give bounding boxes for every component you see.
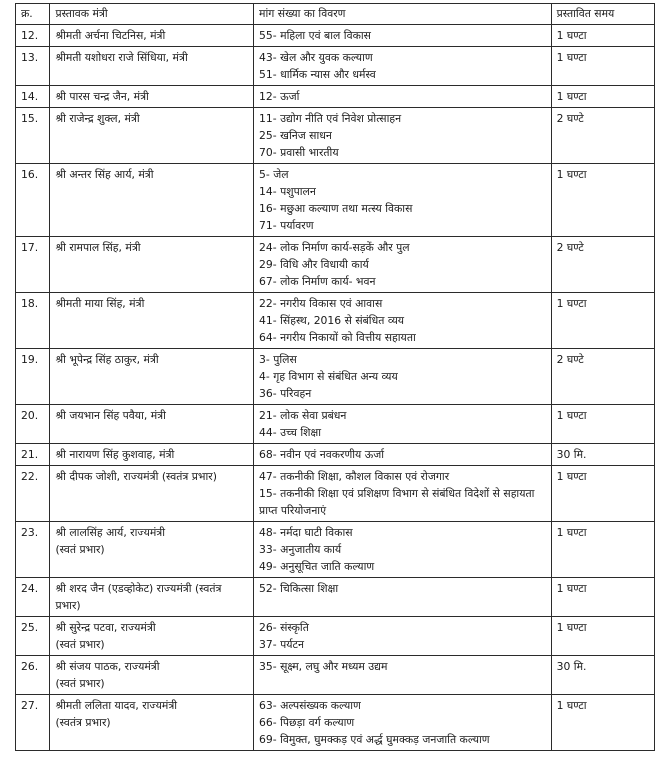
demand-item: 64- नगरीय निकायों को वित्तीय सहायता xyxy=(259,331,416,344)
serial-cell: 26. xyxy=(16,656,50,695)
time-cell: 1 घण्टा xyxy=(551,522,654,578)
demand-item: 36- परिवहन xyxy=(259,387,312,400)
demand-item: 35- सूक्ष्म, लघु और मध्यम उद्यम xyxy=(259,660,388,673)
header-minister: प्रस्तावक मंत्री xyxy=(50,4,254,25)
minister-cell xyxy=(50,25,254,47)
header-demands: मांग संख्या का विवरण xyxy=(254,4,552,25)
table-row xyxy=(16,47,655,86)
header-row xyxy=(16,4,655,25)
demand-item: 71- पर्यावरण xyxy=(259,219,314,232)
serial-cell: 20. xyxy=(16,405,50,444)
serial-cell: 23. xyxy=(16,522,50,578)
minister-line: श्रीमती माया सिंह, मंत्री xyxy=(55,297,145,310)
demand-item: 29- विधि और विधायी कार्य xyxy=(259,258,369,271)
serial-cell: 27. xyxy=(16,695,50,751)
time-cell: 1 घण्टा xyxy=(551,293,654,349)
table-row xyxy=(16,86,655,108)
minister-cell xyxy=(50,349,254,405)
minister-line: (स्वतं प्रभार) xyxy=(55,638,105,651)
minister-cell xyxy=(50,617,254,656)
serial-cell: 13. xyxy=(16,47,50,86)
serial-cell: 16. xyxy=(16,164,50,237)
demand-item: 14- पशुपालन xyxy=(259,185,316,198)
demand-item: 43- खेल और युवक कल्याण xyxy=(259,51,373,64)
serial-cell: 17. xyxy=(16,237,50,293)
demand-item: 4- गृह विभाग से संबंधित अन्य व्यय xyxy=(259,370,398,383)
demands-cell xyxy=(254,405,552,444)
table-row xyxy=(16,237,655,293)
minister-cell xyxy=(50,405,254,444)
demand-item: 24- लोक निर्माण कार्य-सड़कें और पुल xyxy=(259,241,410,254)
document-page xyxy=(15,3,655,751)
table-row xyxy=(16,25,655,47)
table-row xyxy=(16,293,655,349)
demands-cell xyxy=(254,237,552,293)
demand-item: 70- प्रवासी भारतीय xyxy=(259,146,339,159)
time-cell: 1 घण्टा xyxy=(551,617,654,656)
demand-item: 51- धार्मिक न्यास और धर्मस्व xyxy=(259,68,376,81)
minister-line: श्री सुरेन्द्र पटवा, राज्यमंत्री xyxy=(55,621,156,634)
serial-cell: 19. xyxy=(16,349,50,405)
table-row xyxy=(16,656,655,695)
serial-cell: 21. xyxy=(16,444,50,466)
demand-item: 22- नगरीय विकास एवं आवास xyxy=(259,297,383,310)
table-row xyxy=(16,466,655,522)
time-cell: 1 घण्टा xyxy=(551,164,654,237)
minister-line: (स्वतं प्रभार) xyxy=(55,543,105,556)
demand-schedule-table xyxy=(15,3,655,751)
header-serial: क्र. xyxy=(16,4,50,25)
demands-cell xyxy=(254,86,552,108)
demand-item: 33- अनुजातीय कार्य xyxy=(259,543,342,556)
minister-line: श्री संजय पाठक, राज्यमंत्री xyxy=(55,660,160,673)
demand-item: 47- तकनीकी शिक्षा, कौशल विकास एवं रोजगार xyxy=(259,470,450,483)
time-cell: 2 घण्टे xyxy=(551,108,654,164)
minister-line: श्री नारायण सिंह कुशवाह, मंत्री xyxy=(55,448,175,461)
demands-cell xyxy=(254,656,552,695)
minister-cell xyxy=(50,466,254,522)
table-row xyxy=(16,164,655,237)
demand-item: 26- संस्कृति xyxy=(259,621,309,634)
demands-cell xyxy=(254,164,552,237)
demands-cell xyxy=(254,522,552,578)
demands-cell xyxy=(254,108,552,164)
minister-cell xyxy=(50,47,254,86)
minister-line: श्री अन्तर सिंह आर्य, मंत्री xyxy=(55,168,154,181)
demands-cell xyxy=(254,695,552,751)
table-row xyxy=(16,617,655,656)
minister-cell xyxy=(50,656,254,695)
demands-cell xyxy=(254,617,552,656)
demand-item: 25- खनिज साधन xyxy=(259,129,332,142)
serial-cell: 12. xyxy=(16,25,50,47)
time-cell: 1 घण्टा xyxy=(551,405,654,444)
demand-item: 21- लोक सेवा प्रबंधन xyxy=(259,409,347,422)
minister-cell xyxy=(50,578,254,617)
demand-item: 68- नवीन एवं नवकरणीय ऊर्जा xyxy=(259,448,385,461)
demand-item: 5- जेल xyxy=(259,168,289,181)
minister-line: श्री दीपक जोशी, राज्यमंत्री (स्वतंत्र प्रभार) xyxy=(55,470,217,483)
time-cell: 1 घण्टा xyxy=(551,25,654,47)
demands-cell xyxy=(254,349,552,405)
time-cell: 1 घण्टा xyxy=(551,47,654,86)
header-time: प्रस्तावित समय xyxy=(551,4,654,25)
demands-cell xyxy=(254,25,552,47)
minister-cell xyxy=(50,522,254,578)
serial-cell: 15. xyxy=(16,108,50,164)
minister-line: श्री भूपेन्द्र सिंह ठाकुर, मंत्री xyxy=(55,353,159,366)
serial-cell: 14. xyxy=(16,86,50,108)
time-cell: 1 घण्टा xyxy=(551,466,654,522)
demand-item: 12- ऊर्जा xyxy=(259,90,300,103)
demands-cell xyxy=(254,466,552,522)
time-cell: 1 घण्टा xyxy=(551,695,654,751)
time-cell: 2 घण्टे xyxy=(551,349,654,405)
serial-cell: 22. xyxy=(16,466,50,522)
serial-cell: 24. xyxy=(16,578,50,617)
table-row xyxy=(16,695,655,751)
demand-item: 67- लोक निर्माण कार्य- भवन xyxy=(259,275,376,288)
table-row xyxy=(16,578,655,617)
table-row xyxy=(16,108,655,164)
time-cell: 2 घण्टे xyxy=(551,237,654,293)
demand-item: 52- चिकित्सा शिक्षा xyxy=(259,582,339,595)
minister-line: श्रीमती अर्चना चिटनिस, मंत्री xyxy=(55,29,166,42)
minister-line: श्री रामपाल सिंह, मंत्री xyxy=(55,241,141,254)
demands-cell xyxy=(254,444,552,466)
demand-item: 66- पिछड़ा वर्ग कल्याण xyxy=(259,716,355,729)
demand-item: 55- महिला एवं बाल विकास xyxy=(259,29,371,42)
demand-item: 41- सिंहस्थ, 2016 से संबंधित व्यय xyxy=(259,314,405,327)
demand-item: 3- पुलिस xyxy=(259,353,297,366)
demand-item: 44- उच्च शिक्षा xyxy=(259,426,322,439)
minister-line: श्री पारस चन्द्र जैन, मंत्री xyxy=(55,90,149,103)
table-row xyxy=(16,522,655,578)
minister-line: श्रीमती ललिता यादव, राज्यमंत्री xyxy=(55,699,178,712)
minister-line: श्री जयभान सिंह पवैया, मंत्री xyxy=(55,409,166,422)
minister-cell xyxy=(50,695,254,751)
table-row xyxy=(16,349,655,405)
demand-item: 15- तकनीकी शिक्षा एवं प्रशिक्षण विभाग से संबंधित विदेशों से सहायता प्राप्त परियोजनाएं xyxy=(259,487,535,517)
demands-cell xyxy=(254,47,552,86)
serial-cell: 25. xyxy=(16,617,50,656)
table-row xyxy=(16,444,655,466)
minister-line: श्रीमती यशोधरा राजे सिंधिया, मंत्री xyxy=(55,51,188,64)
minister-cell xyxy=(50,86,254,108)
table-row xyxy=(16,405,655,444)
demand-item: 49- अनुसूचित जाति कल्याण xyxy=(259,560,375,573)
demand-item: 48- नर्मदा घाटी विकास xyxy=(259,526,353,539)
time-cell: 30 मि. xyxy=(551,444,654,466)
minister-cell xyxy=(50,237,254,293)
minister-cell xyxy=(50,444,254,466)
minister-line: श्री लालसिंह आर्य, राज्यमंत्री xyxy=(55,526,166,539)
time-cell: 30 मि. xyxy=(551,656,654,695)
demands-cell xyxy=(254,578,552,617)
minister-cell xyxy=(50,164,254,237)
minister-line: श्री राजेन्द्र शुक्ल, मंत्री xyxy=(55,112,140,125)
demand-item: 69- विमुक्त, घुमक्कड़ एवं अर्द्ध घुमक्कड़ जनजाति कल्याण xyxy=(259,733,490,746)
time-cell: 1 घण्टा xyxy=(551,86,654,108)
minister-line: श्री शरद जैन (एडव्होकेट) राज्यमंत्री (स्वतंत्र प्रभार) xyxy=(55,582,222,612)
minister-line: (स्वतं प्रभार) xyxy=(55,677,105,690)
time-cell: 1 घण्टा xyxy=(551,578,654,617)
demand-item: 63- अल्पसंख्यक कल्याण xyxy=(259,699,361,712)
minister-cell xyxy=(50,293,254,349)
demand-item: 37- पर्यटन xyxy=(259,638,304,651)
serial-cell: 18. xyxy=(16,293,50,349)
minister-line: (स्वतंत्र प्रभार) xyxy=(55,716,111,729)
demand-item: 11- उद्योग नीति एवं निवेश प्रोत्साहन xyxy=(259,112,402,125)
minister-cell xyxy=(50,108,254,164)
demands-cell xyxy=(254,293,552,349)
demand-item: 16- मछुआ कल्याण तथा मत्स्य विकास xyxy=(259,202,413,215)
